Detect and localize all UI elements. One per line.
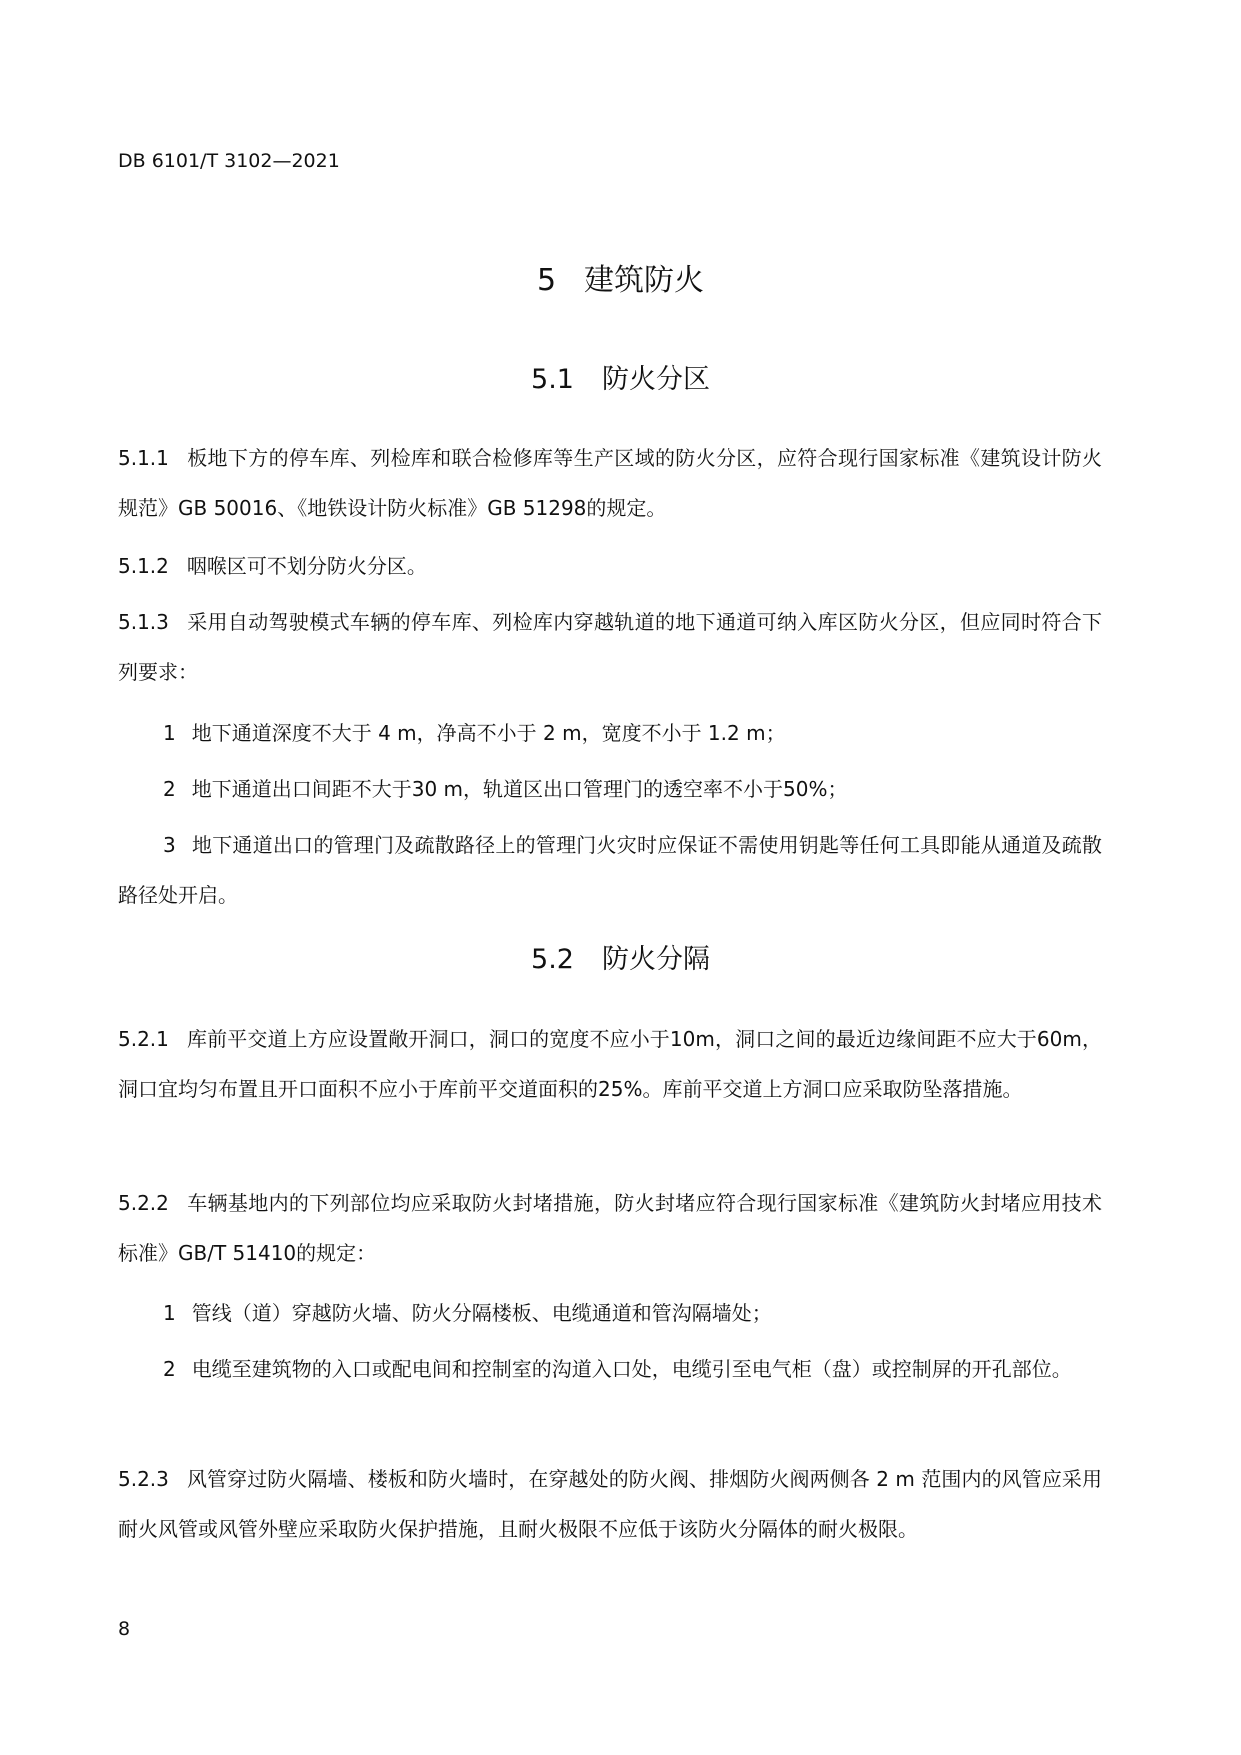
list-item xyxy=(118,1344,1102,1394)
section-number: 5.1 xyxy=(531,364,574,395)
section-number: 5.2 xyxy=(531,944,574,975)
list-item xyxy=(118,764,1102,814)
clause-text: 咽喉区可不划分防火分区。 xyxy=(186,554,427,578)
clause-number: 5.1.2 xyxy=(118,554,169,578)
section-5-1-heading xyxy=(0,357,1241,396)
item-number: 3 xyxy=(163,833,176,857)
chapter-number: 5 xyxy=(536,263,557,298)
clause-number: 5.2.2 xyxy=(118,1191,169,1215)
item-text: 电缆至建筑物的入口或配电间和控制室的沟道入口处，电缆引至电气柜（盘）或控制屏的开孔部位。 xyxy=(191,1357,1072,1381)
clause-number: 5.1.3 xyxy=(118,610,169,634)
item-number: 2 xyxy=(163,777,176,801)
section-title: 防火分区 xyxy=(601,364,710,395)
item-number: 2 xyxy=(163,1357,176,1381)
document-code: DB 6101/T 3102—2021 xyxy=(118,150,340,172)
clause-number: 5.2.1 xyxy=(118,1027,169,1051)
clause-5-1-1 xyxy=(118,433,1102,533)
item-text: 地下通道出口的管理门及疏散路径上的管理门火灾时应保证不需使用钥匙等任何工具即能从通道及疏散路径处开启。 xyxy=(118,833,1102,907)
item-number: 1 xyxy=(163,1301,176,1325)
clause-text: 风管穿过防火隔墙、楼板和防火墙时，在穿越处的防火阀、排烟防火阀两侧各 2 m 范围内的风管应采用耐火风管或风管外壁应采取防火保护措施，且耐火极限不应低于该防火分隔体的耐火极限。 xyxy=(118,1467,1102,1541)
clause-number: 5.2.3 xyxy=(118,1467,169,1491)
clause-5-1-3 xyxy=(118,597,1102,697)
clause-5-2-1 xyxy=(118,1014,1102,1114)
clause-text: 采用自动驾驶模式车辆的停车库、列检库内穿越轨道的地下通道可纳入库区防火分区，但应同时符合下列要求： xyxy=(118,610,1102,684)
clause-text: 库前平交道上方应设置敞开洞口，洞口的宽度不应小于10m，洞口之间的最近边缘间距不应大于60m，洞口宜均匀布置且开口面积不应小于库前平交道面积的25%。库前平交道上方洞口应采取防坠落措施。 xyxy=(118,1027,1102,1101)
chapter-title: 建筑防火 xyxy=(584,263,705,298)
list-item xyxy=(118,820,1102,920)
list-item xyxy=(118,1288,1102,1338)
chapter-heading xyxy=(0,255,1241,299)
clause-number: 5.1.1 xyxy=(118,446,169,470)
section-5-2-heading xyxy=(0,937,1241,976)
section-title: 防火分隔 xyxy=(601,944,710,975)
item-text: 管线（道）穿越防火墙、防火分隔楼板、电缆通道和管沟隔墙处； xyxy=(191,1301,772,1325)
item-number: 1 xyxy=(163,721,176,745)
page-number: 8 xyxy=(118,1618,131,1640)
item-text: 地下通道出口间距不大于30 m，轨道区出口管理门的透空率不小于50%； xyxy=(191,777,848,801)
clause-5-2-3 xyxy=(118,1454,1102,1554)
clause-5-2-2 xyxy=(118,1178,1102,1278)
list-item xyxy=(118,708,1102,758)
clause-text: 板地下方的停车库、列检库和联合检修库等生产区域的防火分区，应符合现行国家标准《建筑设计防火规范》GB 50016、《地铁设计防火标准》GB 51298的规定。 xyxy=(118,446,1102,520)
clause-5-1-2 xyxy=(118,541,1102,591)
item-text: 地下通道深度不大于 4 m，净高不小于 2 m，宽度不小于 1.2 m； xyxy=(191,721,786,745)
clause-text: 车辆基地内的下列部位均应采取防火封堵措施，防火封堵应符合现行国家标准《建筑防火封堵应用技术标准》GB/T 51410的规定： xyxy=(118,1191,1102,1265)
